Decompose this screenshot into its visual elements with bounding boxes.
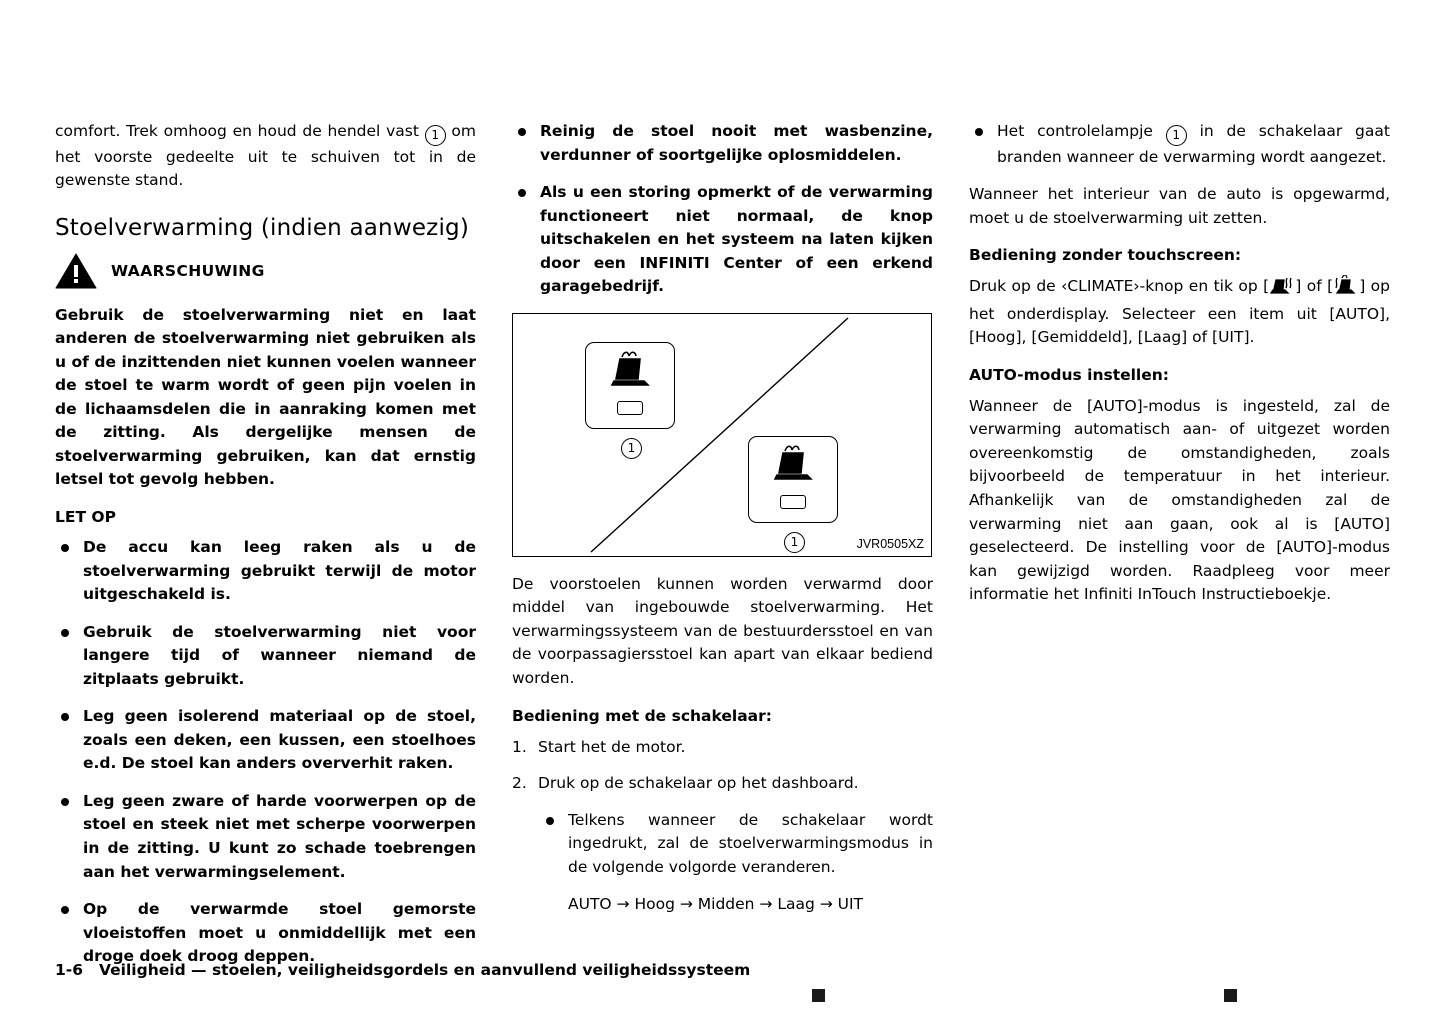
passenger-seat-heater-switch bbox=[748, 436, 838, 523]
callout-1: 1 bbox=[1166, 125, 1187, 146]
heated-seat-icon bbox=[586, 349, 672, 401]
footer-chapter-title: Veiligheid — stoelen, veiligheidsgordels en aanvullend veiligheidssysteem bbox=[99, 961, 751, 979]
crop-mark bbox=[812, 989, 825, 1002]
list-item: De accu kan leeg raken als u de stoelverwarming gebruikt terwijl de motor uitgeschakeld is. bbox=[55, 536, 476, 607]
subheading-auto-mode: AUTO-modus instellen: bbox=[969, 365, 1169, 384]
touch-text-part1: Druk op de ‹CLIMATE›-knop en tik op [ bbox=[969, 277, 1270, 296]
caution-list bbox=[512, 120, 933, 299]
list-item: Gebruik de stoelverwarming niet voor langere tijd of wanneer niemand de zitplaats gebruikt. bbox=[55, 621, 476, 692]
letop-list bbox=[55, 536, 476, 969]
section-title-stoelverwarming: Stoelverwarming (indien aanwezig) bbox=[55, 214, 470, 241]
heated-seat-icon bbox=[749, 443, 835, 495]
letop-label: LET OP bbox=[55, 507, 116, 526]
warning-header bbox=[55, 253, 476, 290]
figure-callout-1: 1 bbox=[621, 438, 642, 459]
subheading-without-touchscreen: Bediening zonder touchscreen: bbox=[969, 246, 1242, 265]
substep-list bbox=[540, 809, 933, 880]
page-columns bbox=[55, 120, 1390, 983]
intro-paragraph bbox=[55, 120, 476, 193]
list-item: Leg geen isolerend materiaal op de stoel, zoals een deken, een kussen, een stoelhoes e.d. De stoel kan anders oververhit raken. bbox=[55, 705, 476, 776]
indicator-text-part2: in de schakelaar gaat branden wanneer de verwarming wordt aangezet. bbox=[997, 122, 1390, 166]
step-text: Druk op de schakelaar op het dashboard. bbox=[538, 774, 859, 793]
figure-body-text: De voorstoelen kunnen worden verwarmd door middel van ingebouwde stoelverwarming. Het verwarmingssysteem van de bestuurdersstoel en van de voorpassagiersstoel kan apart van elkaar bediend worden. bbox=[512, 574, 933, 688]
column-middle bbox=[512, 120, 933, 983]
warning-text: Gebruik de stoelverwarming niet en laat anderen de stoelverwarming niet gebruiken als u of de inzittenden niet kunnen voelen wanneer de stoel te warm wordt of geen pijn voelen in de lichaamsdelen die in aanraking komen met de zitting. Als dergelijke mensen de stoelverwarming gebruiken, kan dat ernstig letsel tot gevolg hebben. bbox=[55, 305, 476, 489]
step-text: Start het de motor. bbox=[538, 737, 686, 756]
step-number: 2. bbox=[512, 774, 527, 793]
touch-text-part3: ] op het onderdisplay. Selecteer een item uit [AUTO], [Hoog], [Gemiddeld], [Laag] of [UIT]. bbox=[969, 277, 1391, 347]
interior-warm-paragraph: Wanneer het interieur van de auto is opgewarmd, moet u de stoelverwarming uit zetten. bbox=[969, 185, 1390, 227]
list-item: Leg geen zware of harde voorwerpen op de stoel en steek niet met scherpe voorwerpen in de zitting. U kunt zo schade toebrengen aan het verwarmingselement. bbox=[55, 790, 476, 884]
footer-page-number: 1-6 bbox=[55, 961, 84, 979]
list-item bbox=[512, 736, 933, 760]
step-number: 1. bbox=[512, 737, 527, 756]
intro-text-part2: om het voorste gedeelte uit te schuiven tot in de gewenste stand. bbox=[55, 122, 477, 190]
seat-heater-icon-passenger bbox=[1333, 275, 1359, 303]
page-footer bbox=[55, 961, 750, 979]
column-right bbox=[969, 120, 1390, 983]
switch-indicator-lamp bbox=[780, 495, 806, 509]
figure-callout-1: 1 bbox=[784, 532, 805, 553]
list-item: Op de verwarmde stoel gemorste vloeistoffen moet u onmiddellijk met een droge doek droog deppen. bbox=[55, 898, 476, 969]
figure-code: JVR0505XZ bbox=[856, 536, 924, 551]
list-item bbox=[512, 772, 933, 796]
mode-sequence: AUTO → Hoog → Midden → Laag → UIT bbox=[568, 895, 864, 914]
touchscreen-instruction bbox=[969, 275, 1390, 350]
list-item: Telkens wanneer de schakelaar wordt ingedrukt, zal de stoelverwarmingsmodus in de volgende volgorde veranderen. bbox=[540, 809, 933, 880]
crop-mark bbox=[1224, 989, 1237, 1002]
callout-1: 1 bbox=[425, 125, 446, 146]
subheading-switch-operation: Bediening met de schakelaar: bbox=[512, 706, 772, 725]
switch-steps-list bbox=[512, 736, 933, 796]
column-left bbox=[55, 120, 476, 983]
figure-diagonal-line bbox=[513, 314, 931, 556]
touch-text-part2: ] of [ bbox=[1295, 277, 1334, 296]
warning-label: WAARSCHUWING bbox=[111, 262, 265, 281]
indicator-note-list bbox=[969, 120, 1390, 169]
list-item: Als u een storing opmerkt of de verwarming functioneert niet normaal, de knop uitschakelen en het systeem na laten kijken door een INFINITI Center of een erkend garagebedrijf. bbox=[512, 181, 933, 299]
intro-text-part1: comfort. Trek omhoog en houd de hendel vast bbox=[55, 122, 419, 140]
warning-triangle-icon bbox=[55, 253, 97, 290]
seat-heater-switch-figure bbox=[512, 313, 932, 557]
auto-mode-paragraph: Wanneer de [AUTO]-modus is ingesteld, zal de verwarming automatisch aan- of uitgezet worden overeenkomstig de omstandigheden, zoals bijvoorbeeld de temperatuur in het interieur. Afhankelijk van de omstandigheden zal de verwarming niet aan gaan, ook al is [AUTO] geselecteerd. De instelling voor de [AUTO]-modus kan gewijzigd worden. Raadpleeg voor meer informatie het Infiniti InTouch Instructieboekje. bbox=[969, 396, 1390, 604]
list-item: Reinig de stoel nooit met wasbenzine, verdunner of soortgelijke oplosmiddelen. bbox=[512, 120, 933, 167]
list-item bbox=[969, 120, 1390, 169]
seat-heater-icon-driver bbox=[1269, 275, 1295, 303]
indicator-text-part1: Het controlelampje bbox=[997, 122, 1153, 140]
driver-seat-heater-switch bbox=[585, 342, 675, 429]
switch-indicator-lamp bbox=[617, 401, 643, 415]
